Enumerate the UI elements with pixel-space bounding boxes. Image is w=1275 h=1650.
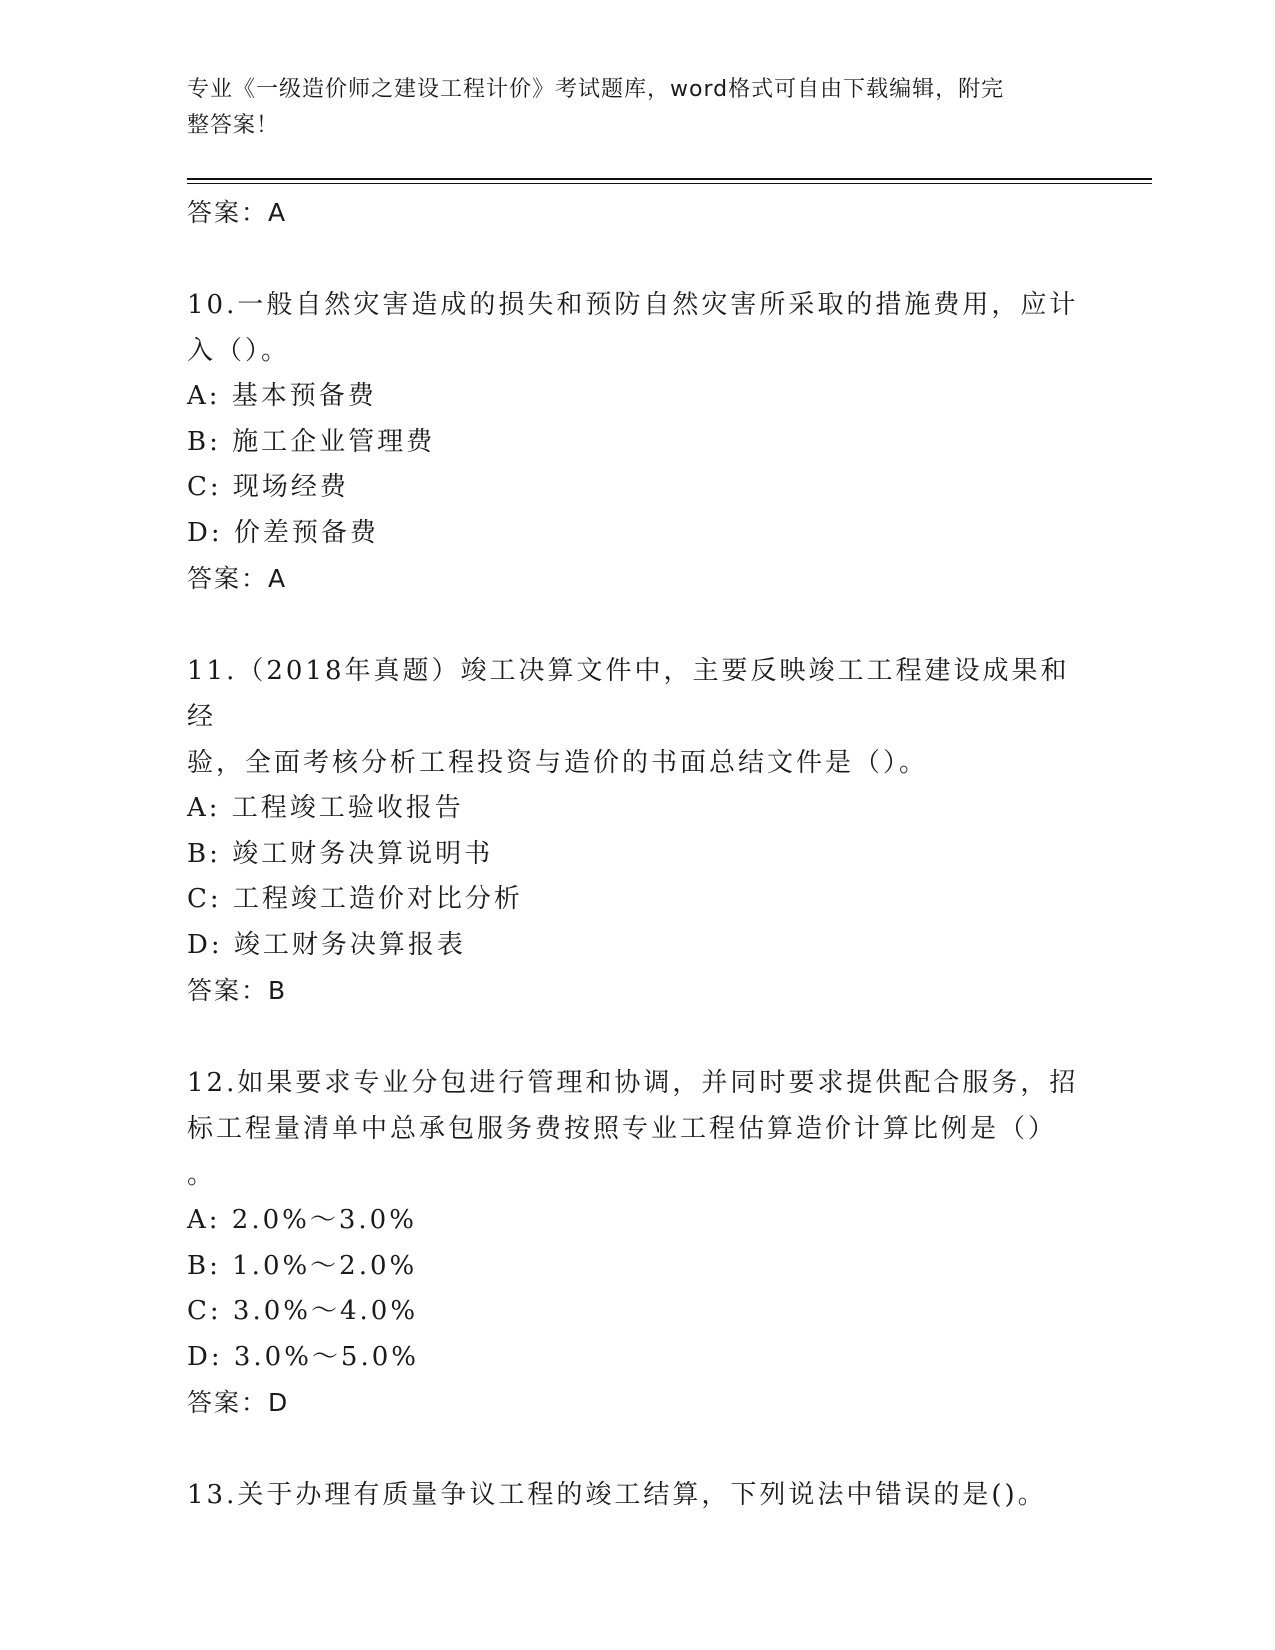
option-b: B: 竣工财务决算说明书 [187, 838, 494, 869]
option-b: B: 施工企业管理费 [187, 426, 436, 457]
question-text-line: 13.关于办理有质量争议工程的竣工结算，下列说法中错误的是()。 [187, 1480, 1047, 1510]
question-text-line: 验，全面考核分析工程投资与造价的书面总结文件是（）。 [187, 748, 929, 778]
question-12 [187, 1060, 1087, 1426]
header-line-2: 整答案！ [187, 113, 280, 138]
option-c: C: 现场经费 [187, 472, 349, 502]
header-divider-thick [187, 178, 1152, 180]
question-text-line: 10.一般自然灾害造成的损失和预防自然灾害所采取的措施费用，应计 [187, 290, 1079, 320]
answer-line: 答案：D [187, 1388, 290, 1417]
answer-line: 答案：B [187, 976, 288, 1005]
option-d: D: 价差预备费 [187, 517, 379, 548]
question-text-line: 。 [187, 1160, 217, 1190]
question-text-line: 12.如果要求专业分包进行管理和协调，并同时要求提供配合服务，招 [187, 1068, 1079, 1098]
answer-line: 答案：A [187, 564, 288, 593]
document-header [187, 72, 1067, 144]
option-d: D: 3.0%～5.0% [187, 1341, 419, 1372]
option-c: C: 3.0%～4.0% [187, 1296, 419, 1326]
option-a: A: 2.0%～3.0% [187, 1205, 417, 1235]
question-text-line: 标工程量清单中总承包服务费按照专业工程估算造价计算比例是（） [187, 1114, 1058, 1144]
question-text-line: 入（）。 [187, 336, 291, 366]
option-b: B: 1.0%～2.0% [187, 1250, 418, 1281]
option-a: A: 基本预备费 [187, 381, 377, 411]
question-13 [187, 1472, 1087, 1518]
answer-line: 答案：A [187, 198, 288, 227]
option-d: D: 竣工财务决算报表 [187, 929, 466, 960]
question-10 [187, 282, 1087, 602]
option-a: A: 工程竣工验收报告 [187, 793, 464, 823]
question-text-line: 11.（2018年真题）竣工决算文件中，主要反映竣工工程建设成果和经 [187, 656, 1070, 732]
option-c: C: 工程竣工造价对比分析 [187, 884, 523, 914]
question-list [187, 190, 1087, 1518]
header-line-1: 专业《一级造价师之建设工程计价》考试题库，word格式可自由下载编辑，附完 [187, 77, 1005, 102]
header-divider-thin [187, 183, 1152, 184]
question-11 [187, 648, 1087, 1014]
